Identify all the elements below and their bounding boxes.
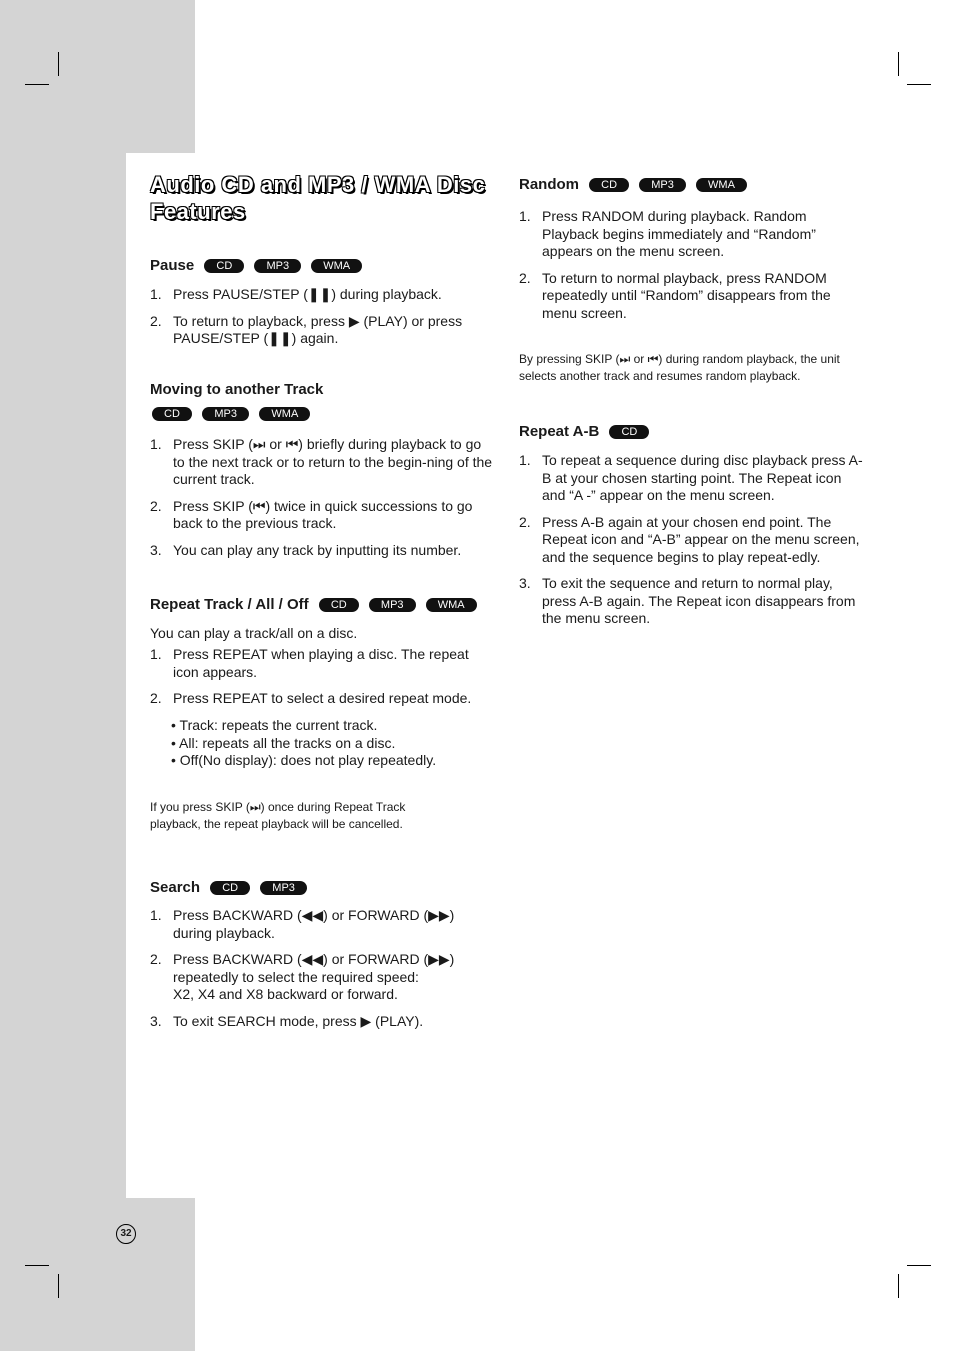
item-text: Press PAUSE/STEP (❚❚) during playback. xyxy=(173,286,442,302)
repeat-list xyxy=(150,646,495,708)
wma-badge: WMA xyxy=(259,407,310,421)
cd-badge: CD xyxy=(210,881,250,895)
page-title: Audio CD and MP3 / WMA Disc Features xyxy=(150,172,486,224)
item-number: 1. xyxy=(150,436,162,452)
list-item xyxy=(519,575,864,628)
wma-badge: WMA xyxy=(311,259,362,273)
cd-badge: CD xyxy=(589,178,629,192)
wma-badge: WMA xyxy=(426,598,477,612)
mp3-badge: MP3 xyxy=(260,881,307,895)
list-item xyxy=(150,436,495,489)
mp3-badge: MP3 xyxy=(202,407,249,421)
page-number: 32 xyxy=(116,1224,136,1244)
item-text: Press BACKWARD (◀◀) or FORWARD (▶▶) during playback. xyxy=(173,907,455,941)
item-text: You can play any track by inputting its number. xyxy=(173,541,462,558)
item-number: 3. xyxy=(150,1012,162,1029)
page-margin-bottom-panel xyxy=(0,1198,195,1351)
repeat-ab-heading-text: Repeat A-B xyxy=(519,423,600,441)
search-heading xyxy=(150,879,307,897)
item-number: 2. xyxy=(519,513,531,530)
item-text: To return to normal playback, press RANDOM repeatedly until “Random” disappears from the menu screen. xyxy=(542,269,831,321)
repeat-intro: You can play a track/all on a disc. xyxy=(150,625,358,641)
wma-badge: WMA xyxy=(696,178,747,192)
pause-list xyxy=(150,286,495,348)
random-heading-text: Random xyxy=(519,176,579,194)
search-heading-text: Search xyxy=(150,879,201,897)
item-text: Press SKIP (⏭ or ⏮) briefly during playback to go to the next track or to return to the begin-ning of the current track. xyxy=(173,436,493,487)
crop-mark xyxy=(898,52,899,76)
bullet-item: • Track: repeats the current track. xyxy=(171,717,378,733)
crop-mark xyxy=(907,1265,931,1266)
item-text: To exit SEARCH mode, press ▶ (PLAY). xyxy=(173,1012,424,1029)
item-text: Press REPEAT to select a desired repeat mode. xyxy=(173,690,472,706)
random-list xyxy=(519,208,864,322)
mp3-badge: MP3 xyxy=(639,178,686,192)
list-item xyxy=(519,208,864,261)
item-text: Press A-B again at your chosen end point. The Repeat icon and “A-B” appear on the menu screen, and the sequence begins to play repeat-edly. xyxy=(542,513,860,565)
item-text-extra: X2, X4 and X8 backward or forward. xyxy=(173,986,398,1002)
list-item xyxy=(150,498,495,533)
item-number: 1. xyxy=(519,452,531,468)
list-item xyxy=(519,514,864,567)
item-number: 2. xyxy=(150,690,162,706)
item-number: 1. xyxy=(519,208,531,224)
list-item xyxy=(519,452,864,505)
cd-badge: CD xyxy=(152,407,192,421)
item-number: 2. xyxy=(150,312,162,329)
pause-heading-text: Pause xyxy=(150,257,195,275)
item-text: Press SKIP (⏮) twice in quick successions to go back to the previous track. xyxy=(173,497,473,531)
repeat-mode-bullets xyxy=(171,717,491,770)
repeat-ab-heading xyxy=(519,423,649,441)
item-number: 1. xyxy=(150,646,162,662)
repeat-ab-list xyxy=(519,452,864,628)
crop-mark xyxy=(58,1274,59,1298)
random-note: By pressing SKIP (⏭ or ⏮) during random playback, the unit selects another track and resumes random playback. xyxy=(519,352,840,383)
item-text: Press REPEAT when playing a disc. The repeat icon appears. xyxy=(173,646,469,680)
item-number: 1. xyxy=(150,286,162,302)
list-item xyxy=(150,690,495,708)
cd-badge: CD xyxy=(319,598,359,612)
repeat-heading-text: Repeat Track / All / Off xyxy=(150,596,309,614)
item-text: To return to playback, press ▶ (PLAY) or press PAUSE/STEP (❚❚) again. xyxy=(173,312,463,346)
item-text: To exit the sequence and return to normal play, press A-B again. The Repeat icon disappears from the menu screen. xyxy=(542,575,856,626)
list-item xyxy=(150,646,495,681)
moving-badges xyxy=(150,405,310,423)
search-list xyxy=(150,907,495,1030)
list-item xyxy=(150,542,495,560)
moving-list xyxy=(150,436,495,559)
crop-mark xyxy=(898,1274,899,1298)
pause-heading xyxy=(150,257,362,275)
item-text: Press RANDOM during playback. Random Playback begins immediately and “Random” appears on the menu screen. xyxy=(542,208,816,259)
item-number: 3. xyxy=(519,575,531,591)
list-item xyxy=(150,951,495,1004)
item-number: 2. xyxy=(150,951,162,967)
list-item xyxy=(150,286,495,304)
crop-mark xyxy=(907,84,931,85)
cd-badge: CD xyxy=(609,425,649,439)
item-number: 2. xyxy=(519,269,531,286)
bullet-item: • All: repeats all the tracks on a disc. xyxy=(171,734,396,751)
cd-badge: CD xyxy=(204,259,244,273)
page-margin-side-panel xyxy=(0,153,126,1198)
item-number: 2. xyxy=(150,497,162,514)
bullet-item: • Off(No display): does not play repeatedly. xyxy=(171,752,437,768)
crop-mark xyxy=(25,1265,49,1266)
random-heading xyxy=(519,176,747,194)
mp3-badge: MP3 xyxy=(254,259,301,273)
crop-mark xyxy=(58,52,59,76)
repeat-note: If you press SKIP (⏭) once during Repeat Track playback, the repeat playback will be cancelled. xyxy=(150,800,406,831)
moving-heading: Moving to another Track xyxy=(150,381,324,398)
page-margin-top-panel xyxy=(0,0,195,153)
item-text: To repeat a sequence during disc playback press A-B at your chosen starting point. The Repeat icon and “A -” appear on the menu screen. xyxy=(542,452,863,503)
item-number: 3. xyxy=(150,541,162,558)
crop-mark xyxy=(25,84,49,85)
list-item xyxy=(150,313,495,348)
repeat-heading xyxy=(150,596,477,614)
list-item xyxy=(150,1013,495,1031)
item-text: Press BACKWARD (◀◀) or FORWARD (▶▶) repeatedly to select the required speed: xyxy=(173,951,455,985)
mp3-badge: MP3 xyxy=(369,598,416,612)
list-item xyxy=(150,907,495,942)
item-number: 1. xyxy=(150,907,162,923)
list-item xyxy=(519,270,864,323)
